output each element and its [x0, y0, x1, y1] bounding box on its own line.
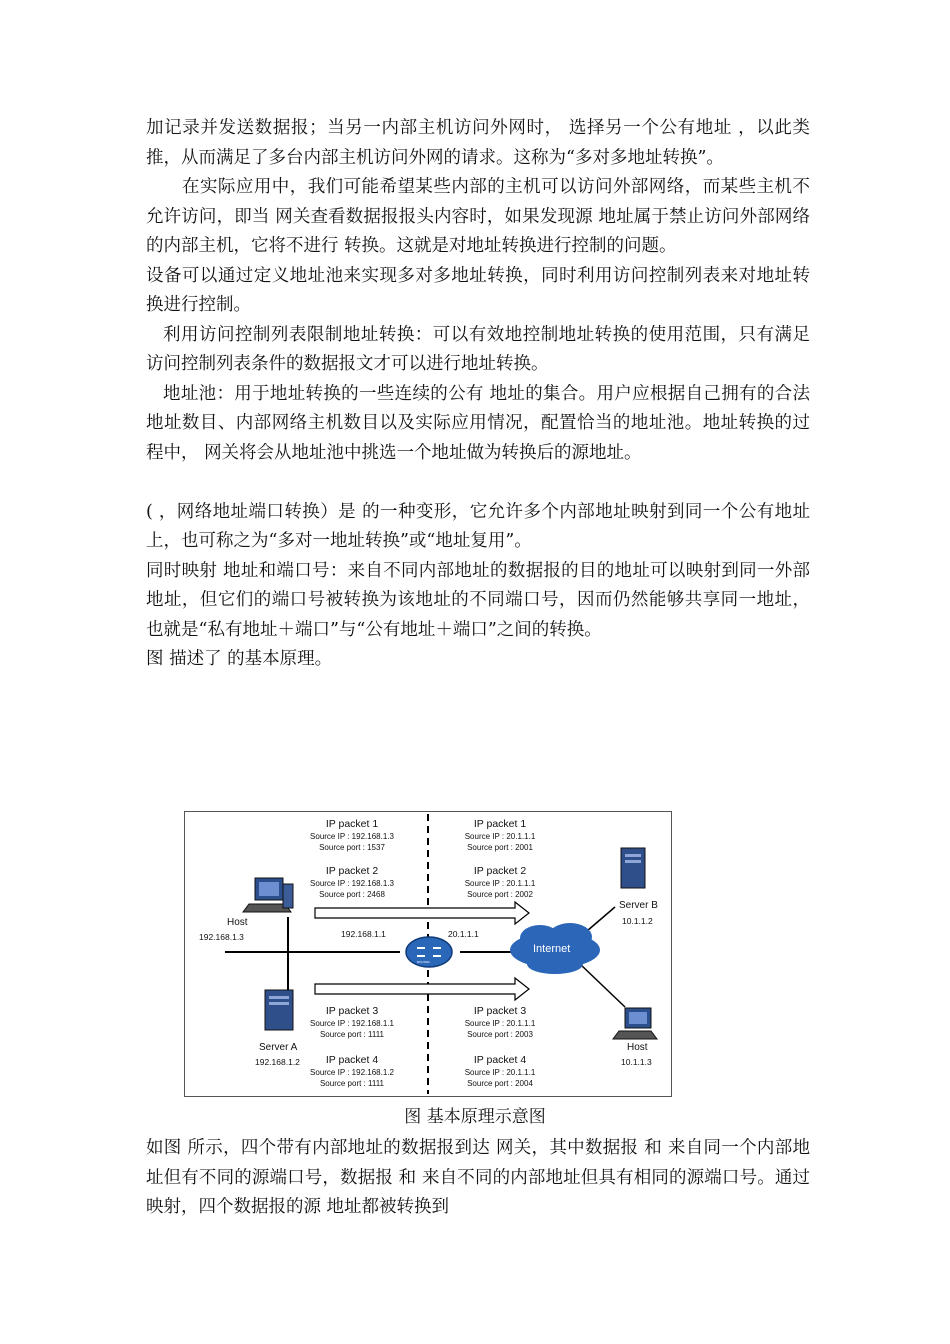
- host-left-icon: [243, 878, 293, 912]
- packet-ip: Source IP : 20.1.1.1: [464, 1068, 536, 1077]
- packet-right-2: [435, 865, 565, 900]
- packet-ip: Source IP : 20.1.1.1: [464, 1019, 536, 1028]
- section-heading: [146, 468, 810, 498]
- paragraph-1: 加记录并发送数据报；当另一内部主机访问外网时， 选择另一个公有地址 ，以此类推，从而满足了多台内部主机访问外网的请求。这称为“多对多地址转换”。: [146, 118, 810, 168]
- packet-port: Source port : 2001: [467, 843, 533, 852]
- server-b-label: Server B: [619, 900, 658, 911]
- packet-title: IP packet 1: [325, 818, 379, 830]
- packet-title: IP packet 3: [325, 1005, 379, 1017]
- packet-ip: Source IP : 20.1.1.1: [464, 832, 536, 841]
- host-right-link: [580, 964, 625, 1007]
- packet-right-4: [435, 1054, 565, 1089]
- paragraph-mapping: 同时映射 地址和端口号：来自不同内部地址的数据报的目的地址可以映射到同一外部地址，但它们的端口号被转换为该地址的不同端口号，因而仍然能够共享同一地址，也就是“私有地址＋端口”与“公有地址＋端口”之间的转换。: [146, 560, 810, 640]
- packet-right-1: [435, 818, 565, 853]
- server-b-ip: 10.1.1.2: [622, 916, 653, 926]
- paragraph-after-1: 如图 所示，四个带有内部地址的数据报到达 网关，其中数据报 和 来自同一个内部地址但有不同的源端口号，数据报 和 来自不同的内部地址但具有相同的源端口号。通过 映射，四个数据报的源 地址都被转换到: [146, 1138, 810, 1217]
- host-left-label: Host: [227, 917, 248, 928]
- packet-ip: Source IP : 192.168.1.3: [310, 879, 394, 888]
- server-a-ip: 192.168.1.2: [255, 1057, 300, 1067]
- server-a-label: Server A: [259, 1042, 298, 1053]
- packet-title: IP packet 1: [473, 818, 527, 830]
- paragraph-figure-ref: 图 描述了 的基本原理。: [146, 649, 333, 669]
- packet-port: Source port : 2004: [467, 1079, 533, 1088]
- packet-port: Source port : 2468: [319, 890, 385, 899]
- packet-ip: Source IP : 192.168.1.1: [310, 1019, 394, 1028]
- router-label: ROUTER: [417, 960, 430, 964]
- after-figure-text: [146, 1134, 810, 1223]
- packet-ip: Source IP : 20.1.1.1: [464, 879, 536, 888]
- packet-left-1: [287, 818, 417, 853]
- internet-label: Internet: [533, 943, 571, 955]
- packet-title: IP packet 3: [473, 1005, 527, 1017]
- packet-title: IP packet 4: [325, 1054, 379, 1066]
- host-right-label: Host: [627, 1042, 648, 1053]
- outbound-arrow-top: [315, 902, 529, 924]
- paragraph-2: 在实际应用中，我们可能希望某些内部的主机可以访问外部网络，而某些主机不允许访问，即当 网关查看数据报报头内容时，如果发现源 地址属于禁止访问外部网络的内部主机，它将不进行 转换。这就是对地址转换进行控制的问题。: [146, 177, 810, 256]
- packet-port: Source port : 1111: [319, 1030, 385, 1039]
- napt-diagram: [184, 811, 672, 1097]
- packet-ip: Source IP : 192.168.1.2: [310, 1068, 394, 1077]
- packet-port: Source port : 1537: [319, 843, 385, 852]
- paragraph-3: 设备可以通过定义地址池来实现多对多地址转换，同时利用访问控制列表来对地址转换进行控制。: [146, 265, 810, 315]
- packet-left-2: [287, 865, 417, 900]
- packet-title: IP packet 2: [473, 865, 527, 877]
- router-out-ip: 20.1.1.1: [448, 929, 479, 939]
- packet-left-4: [287, 1054, 417, 1089]
- packet-port: Source port : 2003: [467, 1030, 533, 1039]
- packet-title: IP packet 4: [473, 1054, 527, 1066]
- document-body: [146, 114, 810, 675]
- figure-caption: 图 基本原理示意图: [404, 1107, 546, 1127]
- diagram-graphics: [185, 812, 671, 1096]
- packet-port: Source port : 2002: [467, 890, 533, 899]
- paragraph-napt: ( ，网络地址端口转换）是 的一种变形，它允许多个内部地址映射到同一个公有地址上，也可称之为“多对一地址转换”或“地址复用”。: [146, 501, 810, 551]
- router-in-ip: 192.168.1.1: [341, 929, 386, 939]
- packet-left-3: [287, 1005, 417, 1040]
- packet-ip: Source IP : 192.168.1.3: [310, 832, 394, 841]
- packet-right-3: [435, 1005, 565, 1040]
- host-right-icon: [613, 1008, 657, 1039]
- host-right-ip: 10.1.1.3: [621, 1057, 652, 1067]
- paragraph-acl: 利用访问控制列表限制地址转换：可以有效地控制地址转换的使用范围，只有满足访问控制列表条件的数据报文才可以进行地址转换。: [146, 324, 810, 374]
- packet-port: Source port : 1111: [319, 1079, 385, 1088]
- packet-title: IP packet 2: [325, 865, 379, 877]
- paragraph-pool: 地址池：用于地址转换的一些连续的公有 地址的集合。用户应根据自己拥有的合法 地址数目、内部网络主机数目以及实际应用情况，配置恰当的地址池。地址转换的过程中， 网关将会从地址池中挑选一个地址做为转换后的源地址。: [146, 383, 810, 463]
- outbound-arrow-bottom: [315, 978, 529, 1000]
- host-left-ip: 192.168.1.3: [199, 932, 244, 942]
- server-b-icon: [621, 848, 645, 888]
